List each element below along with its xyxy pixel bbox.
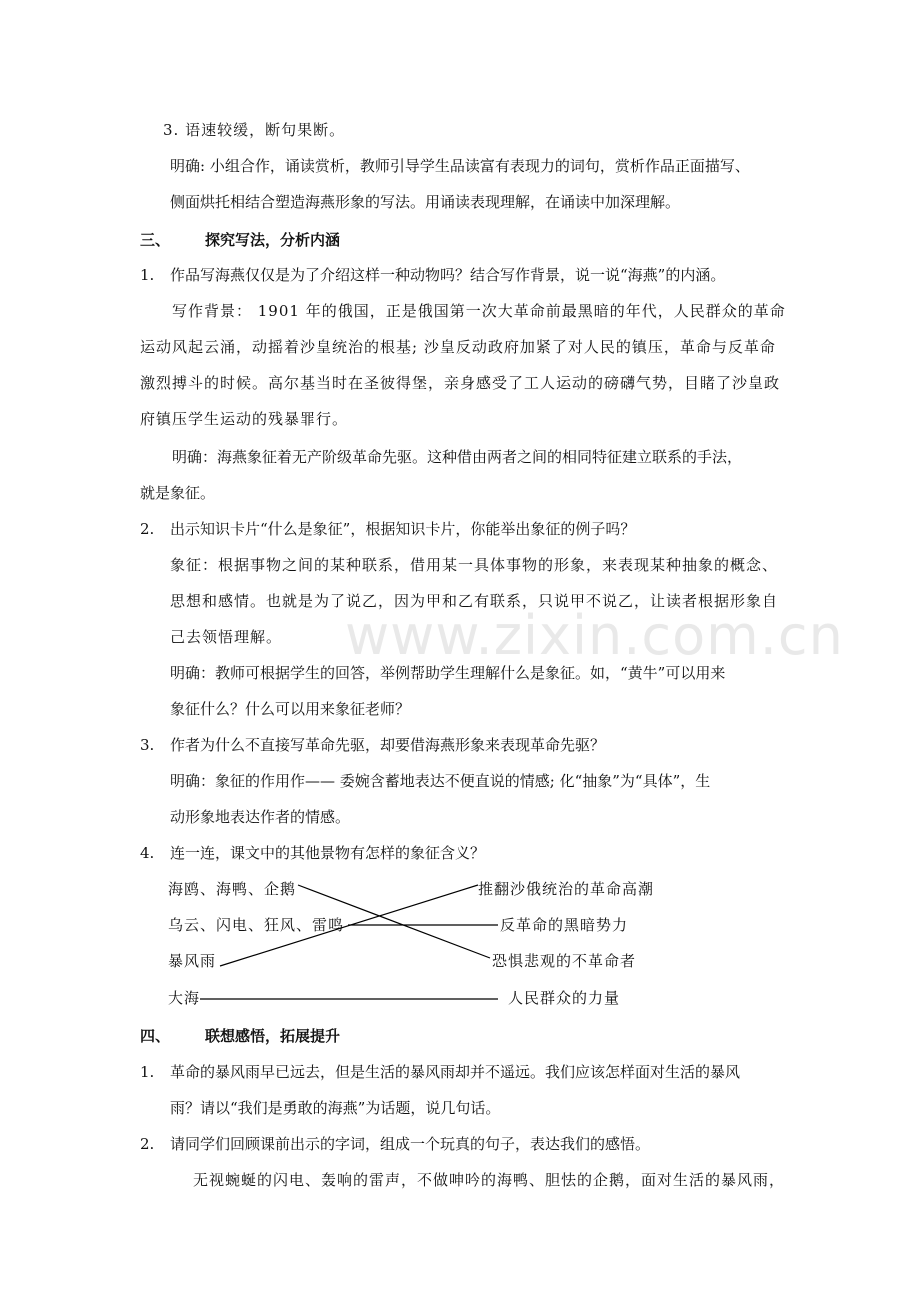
text-line: 无视蜿蜒的闪电、轰响的雷声，不做呻吟的海鸭、胆怯的企鹅，面对生活的暴风雨，	[193, 1171, 786, 1189]
text-line: 联想感悟，拓展提升	[205, 1027, 341, 1045]
text-line: 激烈搏斗的时候。高尔基当时在圣彼得堡，亲身感受了工人运动的磅礴气势，目睹了沙皇政	[140, 374, 781, 392]
text-line: 明确：海燕象征着无产阶级革命先驱。这种借由两者之间的相同特征建立联系的手法，	[172, 448, 743, 466]
text-line: 2.	[140, 520, 155, 538]
match-line-1	[298, 885, 490, 958]
text-line: 推翻沙俄统治的革命高潮	[478, 880, 655, 898]
text-line: 己去领悟理解。	[170, 628, 283, 646]
text-line: 1.	[140, 1063, 155, 1081]
text-line: 恐惧悲观的不革命者	[492, 952, 637, 970]
text-line: 连一连，课文中的其他景物有怎样的象征含义？	[170, 844, 486, 862]
text-line: 出示知识卡片“什么是象征”，根据知识卡片，你能举出象征的例子吗？	[170, 520, 636, 538]
text-line: 动形象地表达作者的情感。	[170, 808, 351, 826]
text-line: 暴风雨	[168, 952, 217, 970]
text-line: 作品写海燕仅仅是为了介绍这样一种动物吗？结合写作背景，说一说“海燕”的内涵。	[170, 266, 726, 284]
text-line: 乌云、闪电、狂风、雷鸣	[168, 916, 345, 934]
text-line: 四、	[140, 1027, 171, 1045]
text-line: 3.	[140, 736, 155, 754]
text-line: 作者为什么不直接写革命先驱，却要借海燕形象来表现革命先驱？	[170, 736, 606, 754]
text-line: 三、	[140, 231, 171, 249]
text-line: 人民群众的力量	[508, 989, 621, 1007]
text-line: 探究写法，分析内涵	[205, 231, 341, 249]
text-line: 侧面烘托相结合塑造海燕形象的写法。用诵读表现理解，在诵读中加深理解。	[170, 193, 681, 211]
text-line: 明确：象征的作用作—— 委婉含蓄地表达不便直说的情感; 化“抽象”为“具体”，生	[170, 772, 711, 790]
text-line: 海鸥、海鸭、企鹅	[168, 880, 297, 898]
text-line: 象征什么？什么可以用来象征老师？	[170, 700, 411, 718]
text-line: 运动风起云涌，动摇着沙皇统治的根基; 沙皇反动政府加紧了对人民的镇压，革命与反革命	[140, 338, 776, 356]
text-line: 写作背景： 1901 年的俄国，正是俄国第一次大革命前最黑暗的年代，人民群众的革命	[172, 302, 786, 320]
text-line: 就是象征。	[140, 484, 216, 502]
text-line: 大海	[168, 989, 201, 1007]
text-line: 明确：教师可根据学生的回答，举例帮助学生理解什么是象征。如，“黄牛”可以用来	[170, 664, 726, 682]
text-line: 2.	[140, 1135, 155, 1153]
text-line: 反革命的黑暗势力	[500, 916, 629, 934]
text-line: 4.	[140, 844, 155, 862]
text-line: 思想和感情。也就是为了说乙，因为甲和乙有联系，只说甲不说乙，让读者根据形象自	[170, 592, 779, 610]
text-line: 革命的暴风雨早已远去，但是生活的暴风雨却并不遥远。我们应该怎样面对生活的暴风	[170, 1063, 741, 1081]
watermark: www.zixin.com.cn	[345, 604, 844, 667]
text-line: 象征：根据事物之间的某种联系，借用某一具体事物的形象，来表现某种抽象的概念、	[170, 556, 779, 574]
text-line: 1.	[140, 266, 155, 284]
text-line: 请同学们回顾课前出示的字词，组成一个玩真的句子，表达我们的感悟。	[170, 1135, 651, 1153]
text-line: 3. 语速较缓，断句果断。	[163, 121, 346, 139]
text-line: 府镇压学生运动的残暴罪行。	[140, 410, 349, 428]
text-line: 明确: 小组合作，诵读赏析，教师引导学生品读富有表现力的词句，赏析作品正面描写、	[170, 157, 750, 175]
text-line: 雨？请以“我们是勇敢的海燕”为话题，说几句话。	[170, 1099, 501, 1117]
